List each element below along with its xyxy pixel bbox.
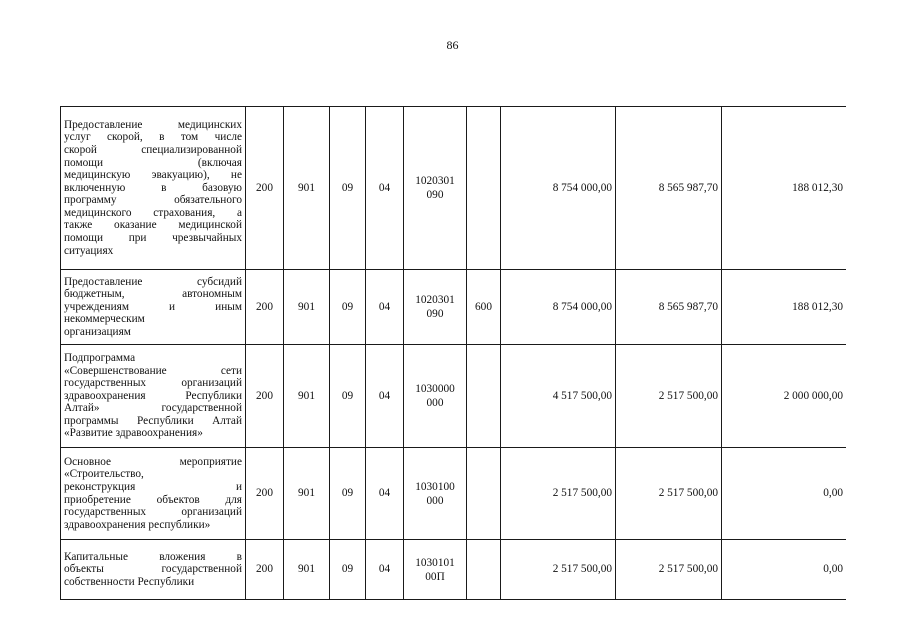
description-line: скорой специализированной xyxy=(64,143,242,156)
description-line: Предоставление медицинских xyxy=(64,118,242,131)
cell-600: 600 xyxy=(467,270,501,345)
target-code xyxy=(404,345,467,448)
cell-09: 09 xyxy=(330,107,366,270)
table-row xyxy=(61,107,847,270)
cell-09: 09 xyxy=(330,345,366,448)
cell-09: 09 xyxy=(330,540,366,600)
target-code-line: 1030000 xyxy=(415,383,455,395)
cell-09: 09 xyxy=(330,270,366,345)
amount-2: 2 517 500,00 xyxy=(616,448,722,540)
description-line: помощи (включая xyxy=(64,156,242,169)
cell-901: 901 xyxy=(284,448,330,540)
cell-04: 04 xyxy=(366,270,404,345)
cell-04: 04 xyxy=(366,345,404,448)
target-code-line: 000 xyxy=(426,494,444,507)
description-line: бюджетным, автономным xyxy=(64,288,242,301)
cell-600 xyxy=(467,345,501,448)
amount-3: 188 012,30 xyxy=(722,270,847,345)
description-line: программы Республики Алтай xyxy=(64,414,242,427)
row-description xyxy=(61,270,246,345)
amount-1: 2 517 500,00 xyxy=(501,540,616,600)
amount-1: 8 754 000,00 xyxy=(501,107,616,270)
description-line: Алтай» государственной xyxy=(64,402,242,415)
description-line: программу обязательного xyxy=(64,194,242,207)
cell-200: 200 xyxy=(246,448,284,540)
table-row xyxy=(61,448,847,540)
cell-200: 200 xyxy=(246,345,284,448)
target-code-line: 000 xyxy=(426,397,444,409)
description-line: государственных организаций xyxy=(64,506,242,519)
page-number: 86 xyxy=(446,38,459,52)
description-line: здравоохранения Республики xyxy=(64,389,242,402)
target-code-line: 1030101 xyxy=(415,556,455,569)
target-code-line: 090 xyxy=(426,189,444,201)
description-line: услуг скорой, в том числе xyxy=(64,131,242,144)
amount-2: 8 565 987,70 xyxy=(616,270,722,345)
table-row xyxy=(61,345,847,448)
target-code xyxy=(404,270,467,345)
description-line: Подпрограмма xyxy=(64,351,136,364)
target-code-line: 00П xyxy=(425,570,445,583)
amount-3: 2 000 000,00 xyxy=(722,345,847,448)
amount-2: 2 517 500,00 xyxy=(616,540,722,600)
amount-1: 2 517 500,00 xyxy=(501,448,616,540)
budget-table xyxy=(60,106,846,600)
description-line: объекты государственной xyxy=(64,563,242,576)
description-line: реконструкция и xyxy=(64,480,242,493)
cell-09: 09 xyxy=(330,448,366,540)
description-line: медицинскую эвакуацию), не xyxy=(64,169,242,182)
amount-1: 8 754 000,00 xyxy=(501,270,616,345)
description-line: приобретение объектов для xyxy=(64,493,242,506)
table-row xyxy=(61,540,847,600)
amount-3: 0,00 xyxy=(722,540,847,600)
description-line: ситуациях xyxy=(64,244,114,257)
description-line: «Строительство, xyxy=(64,468,144,481)
amount-2: 2 517 500,00 xyxy=(616,345,722,448)
description-line: учреждениям и иным xyxy=(64,300,242,313)
cell-901: 901 xyxy=(284,540,330,600)
target-code xyxy=(404,540,467,600)
description-line: включенную в базовую xyxy=(64,181,242,194)
row-description xyxy=(61,540,246,600)
amount-1: 4 517 500,00 xyxy=(501,345,616,448)
target-code xyxy=(404,107,467,270)
description-line: также оказание медицинской xyxy=(64,219,242,232)
target-code xyxy=(404,448,467,540)
description-line: Основное мероприятие xyxy=(64,455,242,468)
amount-2: 8 565 987,70 xyxy=(616,107,722,270)
description-line: медицинского страхования, а xyxy=(64,206,242,219)
table-row xyxy=(61,270,847,345)
cell-600 xyxy=(467,540,501,600)
description-line: помощи при чрезвычайных xyxy=(64,232,242,245)
amount-3: 188 012,30 xyxy=(722,107,847,270)
description-line: организациям xyxy=(64,325,131,338)
description-line: государственных организаций xyxy=(64,377,242,390)
table-body xyxy=(61,107,847,600)
target-code-line: 090 xyxy=(426,308,444,320)
description-line: Предоставление субсидий xyxy=(64,275,242,288)
row-description xyxy=(61,107,246,270)
row-description xyxy=(61,345,246,448)
cell-901: 901 xyxy=(284,345,330,448)
description-line: Капитальные вложения в xyxy=(64,550,242,563)
cell-600 xyxy=(467,448,501,540)
target-code-line: 1030100 xyxy=(415,480,455,493)
target-code-line: 1020301 xyxy=(415,175,455,187)
cell-04: 04 xyxy=(366,540,404,600)
cell-901: 901 xyxy=(284,107,330,270)
target-code-line: 1020301 xyxy=(415,294,455,306)
cell-04: 04 xyxy=(366,448,404,540)
cell-04: 04 xyxy=(366,107,404,270)
amount-3: 0,00 xyxy=(722,448,847,540)
cell-200: 200 xyxy=(246,107,284,270)
description-line: «Совершенствование сети xyxy=(64,364,242,377)
row-description xyxy=(61,448,246,540)
cell-200: 200 xyxy=(246,270,284,345)
description-line: собственности Республики xyxy=(64,575,195,588)
description-line: «Развитие здравоохранения» xyxy=(64,427,203,440)
cell-901: 901 xyxy=(284,270,330,345)
cell-600 xyxy=(467,107,501,270)
description-line: некоммерческим xyxy=(64,313,145,326)
budget-table-container xyxy=(60,106,846,640)
description-line: здравоохранения республики» xyxy=(64,518,211,531)
cell-200: 200 xyxy=(246,540,284,600)
